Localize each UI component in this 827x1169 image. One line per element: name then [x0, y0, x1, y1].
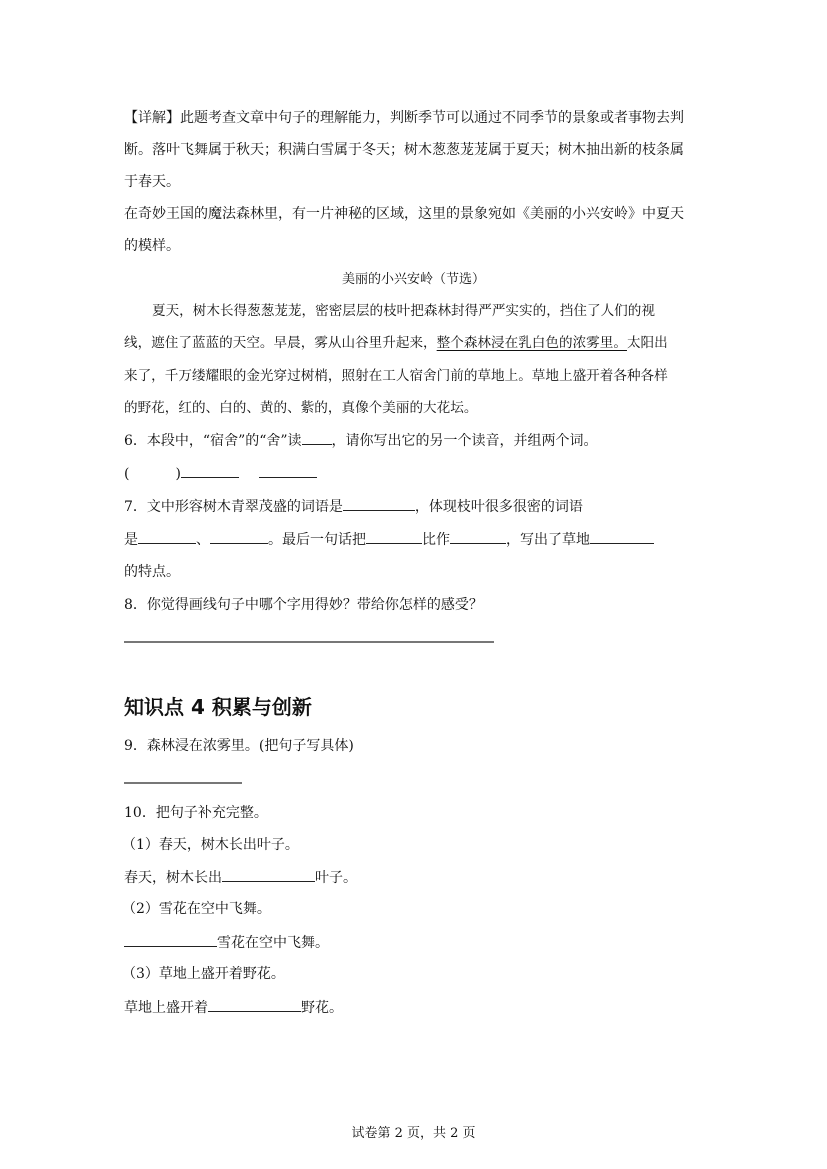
q7-text-4: 、 — [196, 532, 210, 548]
q6-paren-open: ( — [124, 466, 130, 482]
explanation-line-2: 断。落叶飞舞属于秋天；积满白雪属于冬天；树木葱葱茏茏属于夏天；树木抽出新的枝条属 — [124, 142, 684, 158]
explanation-line-1: 【详解】此题考查文章中句子的理解能力，判断季节可以通过不同季节的景象或者事物去判 — [124, 110, 684, 126]
q9-answer-line[interactable] — [124, 782, 242, 784]
q6-answer-line — [124, 463, 317, 484]
question-6 — [124, 430, 598, 451]
question-7 — [124, 496, 583, 517]
q6-text-2: ，请你写出它的另一个读音，并组两个词。 — [331, 433, 598, 449]
q8-answer-line[interactable] — [124, 641, 494, 643]
q10-answer-1 — [124, 867, 357, 888]
q6-blank-reading[interactable] — [302, 430, 332, 445]
passage-line-3: 来了，千万缕耀眼的金光穿过树梢，照射在工人宿舍门前的草地上。草地上盛开着各种各样 — [124, 368, 668, 384]
question-10: 10．把句子补充完整。 — [124, 805, 268, 821]
passage-line-2-start: 线，遮住了蓝蓝的天空。早晨，雾从山谷里升起来， — [124, 335, 437, 351]
q7-blank-2[interactable] — [138, 529, 196, 544]
q7-text-6: 比作 — [422, 532, 450, 548]
q7-blank-6[interactable] — [590, 529, 654, 544]
question-8: 8．你觉得画线句子中哪个字用得妙？带给你怎样的感受？ — [124, 597, 483, 613]
q10-blank-1[interactable] — [222, 867, 315, 882]
passage-line-1: 夏天，树木长得葱葱茏茏，密密层层的枝叶把森林封得严严实实的，挡住了人们的视 — [152, 303, 655, 319]
q7-blank-5[interactable] — [450, 529, 506, 544]
q7-text-5: 。最后一句话把 — [268, 532, 366, 548]
q10-answer-3 — [124, 997, 343, 1018]
q10-answer-3-start: 草地上盛开着 — [124, 1000, 208, 1016]
q10-answer-1-start: 春天，树木长出 — [124, 870, 222, 886]
underlined-sentence: 整个森林浸在乳白色的浓雾里。 — [436, 335, 627, 351]
q7-text-3: 是 — [124, 532, 138, 548]
passage-title: 美丽的小兴安岭（节选） — [341, 272, 485, 287]
passage-line-2 — [124, 333, 668, 353]
q10-sentence-1: （1）春天，树木长出叶子。 — [122, 837, 299, 853]
q7-blank-3[interactable] — [210, 529, 268, 544]
q7-line-3: 的特点。 — [124, 564, 180, 580]
q10-sentence-2: （2）雪花在空中飞舞。 — [122, 901, 271, 917]
q10-answer-2-end: 雪花在空中飞舞。 — [217, 935, 329, 951]
q10-sentence-3: （3）草地上盛开着野花。 — [122, 966, 285, 982]
q10-blank-3[interactable] — [208, 997, 301, 1012]
q7-blank-1[interactable] — [343, 496, 415, 511]
q10-answer-2 — [124, 932, 329, 953]
explanation-line-3: 于春天。 — [124, 174, 180, 190]
q7-text-7: ，写出了草地 — [506, 532, 590, 548]
q7-blank-4[interactable] — [366, 529, 422, 544]
passage-line-2-end: 太阳出 — [626, 335, 668, 351]
q10-answer-3-end: 野花。 — [301, 1000, 343, 1016]
q7-text-2: ，体现枝叶很多很密的词语 — [414, 499, 583, 515]
q6-text-1: 6．本段中，“宿舍”的“舍”读 — [124, 433, 302, 449]
page-footer: 试卷第 2 页，共 2 页 — [351, 1126, 476, 1141]
section-heading: 知识点 4 积累与创新 — [124, 695, 312, 719]
q6-blank-word-1[interactable] — [181, 463, 239, 478]
q7-line-2 — [124, 529, 654, 550]
q6-blank-word-2[interactable] — [259, 463, 317, 478]
q10-answer-1-end: 叶子。 — [315, 870, 357, 886]
q6-paren-close: ) — [175, 466, 181, 482]
q10-blank-2[interactable] — [124, 932, 217, 947]
passage-line-4: 的野花，红的、白的、黄的、紫的，真像个美丽的大花坛。 — [124, 400, 478, 416]
intro-line-1: 在奇妙王国的魔法森林里，有一片神秘的区域，这里的景象宛如《美丽的小兴安岭》中夏天 — [124, 206, 684, 222]
intro-line-2: 的模样。 — [124, 238, 180, 254]
question-9: 9．森林浸在浓雾里。(把句子写具体) — [124, 738, 354, 754]
q7-text-1: 7．文中形容树木青翠茂盛的词语是 — [124, 499, 343, 515]
